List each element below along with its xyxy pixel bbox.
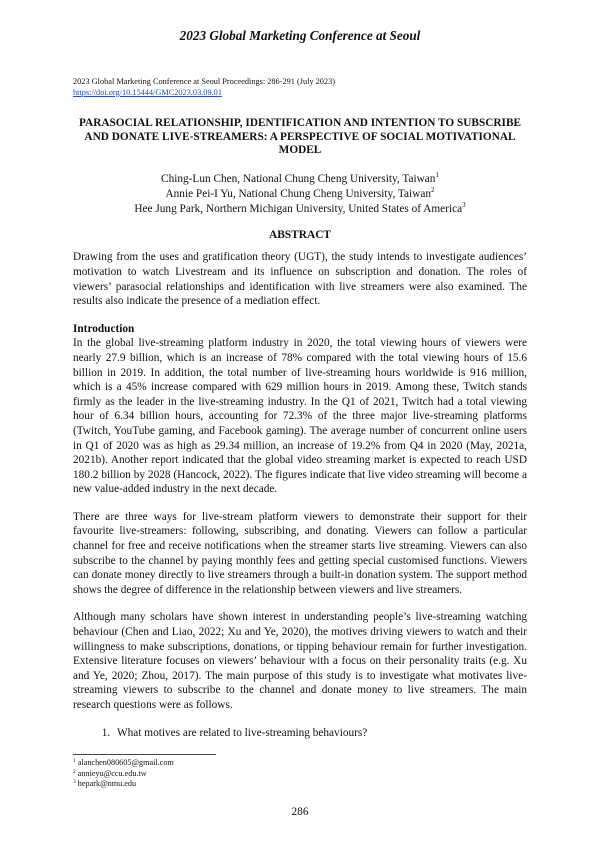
author-line: Hee Jung Park, Northern Michigan University, United States of America$^3$ <box>134 201 466 216</box>
author-list <box>73 172 527 218</box>
footnote-mark: 3 <box>462 201 466 210</box>
abstract-heading: ABSTRACT <box>268 229 332 242</box>
paper-title: PARASOCIAL RELATIONSHIP, IDENTIFICATION AND INTENTION TO SUBSCRIBE AND DONATE LIVE-STREAMERS: A PERSPECTIVE OF SOCIAL MOTIVATIONAL MODEL <box>78 117 522 157</box>
footnote: $^2$ annieyu@ccu.edu.tw <box>73 768 147 778</box>
footnotes <box>73 758 527 790</box>
page-number: 286 <box>291 806 309 818</box>
footnote-mark: 2 <box>430 185 435 194</box>
doi-link[interactable]: https://doi.org/10.15444/GMC2023.03.09.01 <box>73 88 222 97</box>
footnote-divider <box>73 754 216 755</box>
body-paragraph: There are three ways for live-stream platform viewers to demonstrate their support for their favourite live-streamers: following, subscribing, and donating. Viewers can follow a particular channel for free and receive notifications when the streamer starts live streaming. Viewers can also subscribe to the channel by paying monthly fees and getting special customised functions. Viewers can donate money directly to live streamers through a built-in donation system. The support method shows the degree of difference in the relationship between viewers and live streamers. <box>73 510 527 596</box>
proceedings-citation: 2023 Global Marketing Conference at Seoul Proceedings: 286-291 (July 2023) <box>73 77 335 86</box>
author-line: Ching-Lun Chen, National Chung Cheng University, Taiwan$^1$ <box>161 170 439 185</box>
footnote: $^1$ alanchen080605@gmail.com <box>73 758 174 768</box>
footnote: $^3$ hepark@nmu.edu <box>73 779 137 789</box>
body-paragraph: In the global live-streaming platform industry in 2020, the total viewing hours of viewers were nearly 27.9 billion, which is an increase of 78% compared with the total viewing hours of 15.6 billion in 2019. In addition, the total number of live-streaming hours worldwide is 916 million, which is a 45% increase compared with 629 million hours in 2019. Among these, Twitch stands firmly as the leader in the live-streaming industry. In the Q1 of 2021, Twitch had a total viewing hour of 6.34 billion hours, accounting for 72.3% of the three major live-streaming platforms (Twitch, YouTube gaming, and Facebook gaming). The average number of concurrent online users in Q1 of 2020 was as high as 29.34 million, an increase of 19.2% from Q4 in 2020 (May, 2021a, 2021b). Another report indicated that the global video streaming market is expected to reach USD 180.2 billion by 2028 (Hancock, 2022). The figures indicate that live video streaming will become a new value-added industry in the next decade. <box>73 337 527 496</box>
author-line: Annie Pei-I Yu, National Chung Cheng University, Taiwan$^2$ <box>165 185 435 200</box>
footnote-mark: 1 <box>435 170 439 179</box>
abstract-text: Drawing from the uses and gratification theory (UGT), the study intends to investigate audiences’ motivation to watch Livestream and its influence on subscription and donation. The roles of viewers’ parasocial relationships and identification with live streamers were also examined. The results also indicate the presence of a mediation effect. <box>73 251 527 308</box>
research-question: 1. What motives are related to live-streaming behaviours? <box>113 726 527 741</box>
introduction-heading: Introduction <box>73 322 135 335</box>
running-header: 2023 Global Marketing Conference at Seoul <box>179 28 421 43</box>
body-paragraph: Although many scholars have shown interest in understanding people’s live-streaming watching behaviour (Chen and Liao, 2022; Xu and Ye, 2020), the motives driving viewers to watch and their willingness to make subscriptions, donations, or tipping behaviour remain for further investigation. Extensive literature focuses on viewers’ behaviour with a focus on their personality traits (e.g. Xu and Ye, 2020; Zhou, 2017). The main purpose of this study is to investigate what motivates live-streaming viewers to subscribe to the channel and donate money to live streamers. The main research questions were as follows. <box>73 611 527 712</box>
research-questions <box>73 726 527 741</box>
